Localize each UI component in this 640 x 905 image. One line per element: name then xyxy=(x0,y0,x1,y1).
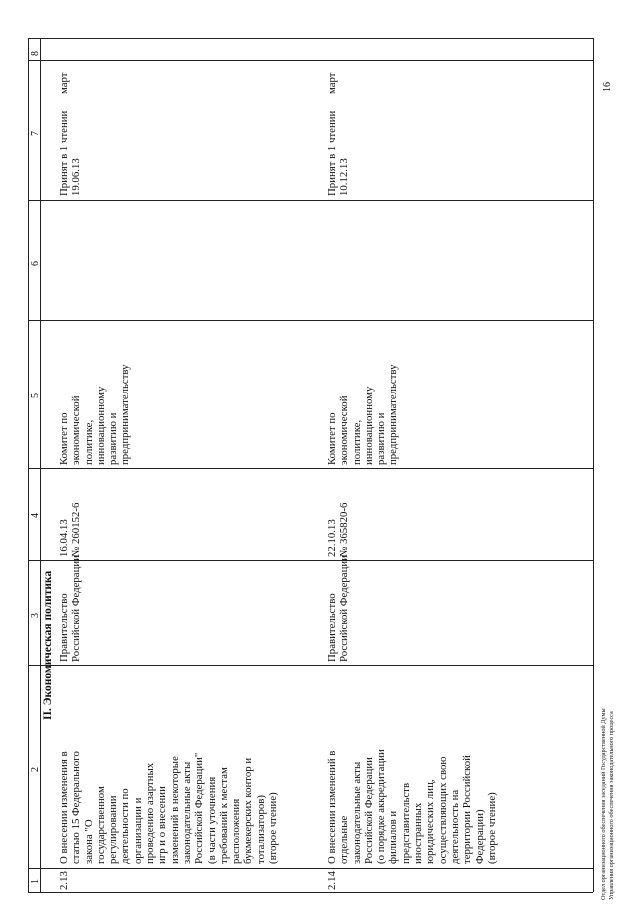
grid-line xyxy=(593,38,594,892)
grid-line xyxy=(28,468,593,469)
grid-line xyxy=(28,38,593,39)
column-number-3: 3 xyxy=(30,613,41,618)
grid-line xyxy=(28,892,593,893)
row-status: Принят в 1 чтении 19.06.13 xyxy=(58,110,83,196)
row-number: 2.13 xyxy=(58,871,70,890)
column-number-6: 6 xyxy=(30,261,41,266)
grid-line xyxy=(28,560,593,561)
row-status: Принят в 1 чтении 10.12.13 xyxy=(326,110,351,196)
grid-line xyxy=(28,320,593,321)
row-title: О внесении изменений в отдельные законодательные акты Российской Федерации (о порядке аккредитации филиалов и представительств иностранных юридических лиц, осуществляющих свою деятельность на территории Российской Федерации) (второе чтение) xyxy=(326,749,498,864)
footer-line-2: Управления организационного обеспечения законодательного процесса xyxy=(608,711,615,900)
grid-line xyxy=(40,38,41,892)
grid-line xyxy=(28,200,593,201)
column-number-5: 5 xyxy=(30,393,41,398)
row-month: март xyxy=(58,72,70,94)
row-number: 2.14 xyxy=(326,871,338,890)
row-committee: Комитет по экономической политике, инновационному развитию и предпринимательству xyxy=(58,364,132,465)
row-title: О внесении изменения в статью 15 Федерального закона "О государственном регулировании деятельности по организации и проведению азартных игр и о внесении изменений в некоторые законодательные акты Российской Федерации" (в части уточнения требований к местам расположения букмекерских контор и тотализаторов) (второе чтение) xyxy=(58,751,280,864)
row-date-number: 16.04.13 № 260152-6 xyxy=(58,502,83,557)
grid-line xyxy=(28,60,593,61)
grid-line xyxy=(28,665,593,666)
column-number-4: 4 xyxy=(30,513,41,518)
row-date-number: 22.10.13 № 365820-6 xyxy=(326,502,351,557)
row-initiator: Правительство Российской Федерации xyxy=(58,555,83,662)
page-number: 16 xyxy=(602,82,613,92)
row-month: март xyxy=(326,72,338,94)
column-number-7: 7 xyxy=(30,131,41,136)
section-title: II. Экономическая политика xyxy=(42,570,54,720)
grid-line xyxy=(28,868,593,869)
grid-line xyxy=(28,38,29,892)
column-number-2: 2 xyxy=(30,767,41,772)
footer-line-1: Отдел организационного обеспечения заседаний Государственной Думы xyxy=(600,708,607,900)
row-initiator: Правительство Российской Федерации xyxy=(326,555,351,662)
column-number-8: 8 xyxy=(30,51,41,56)
row-committee: Комитет по экономической политике, инновационному развитию и предпринимательству xyxy=(326,364,400,465)
column-number-1: 1 xyxy=(30,879,41,884)
